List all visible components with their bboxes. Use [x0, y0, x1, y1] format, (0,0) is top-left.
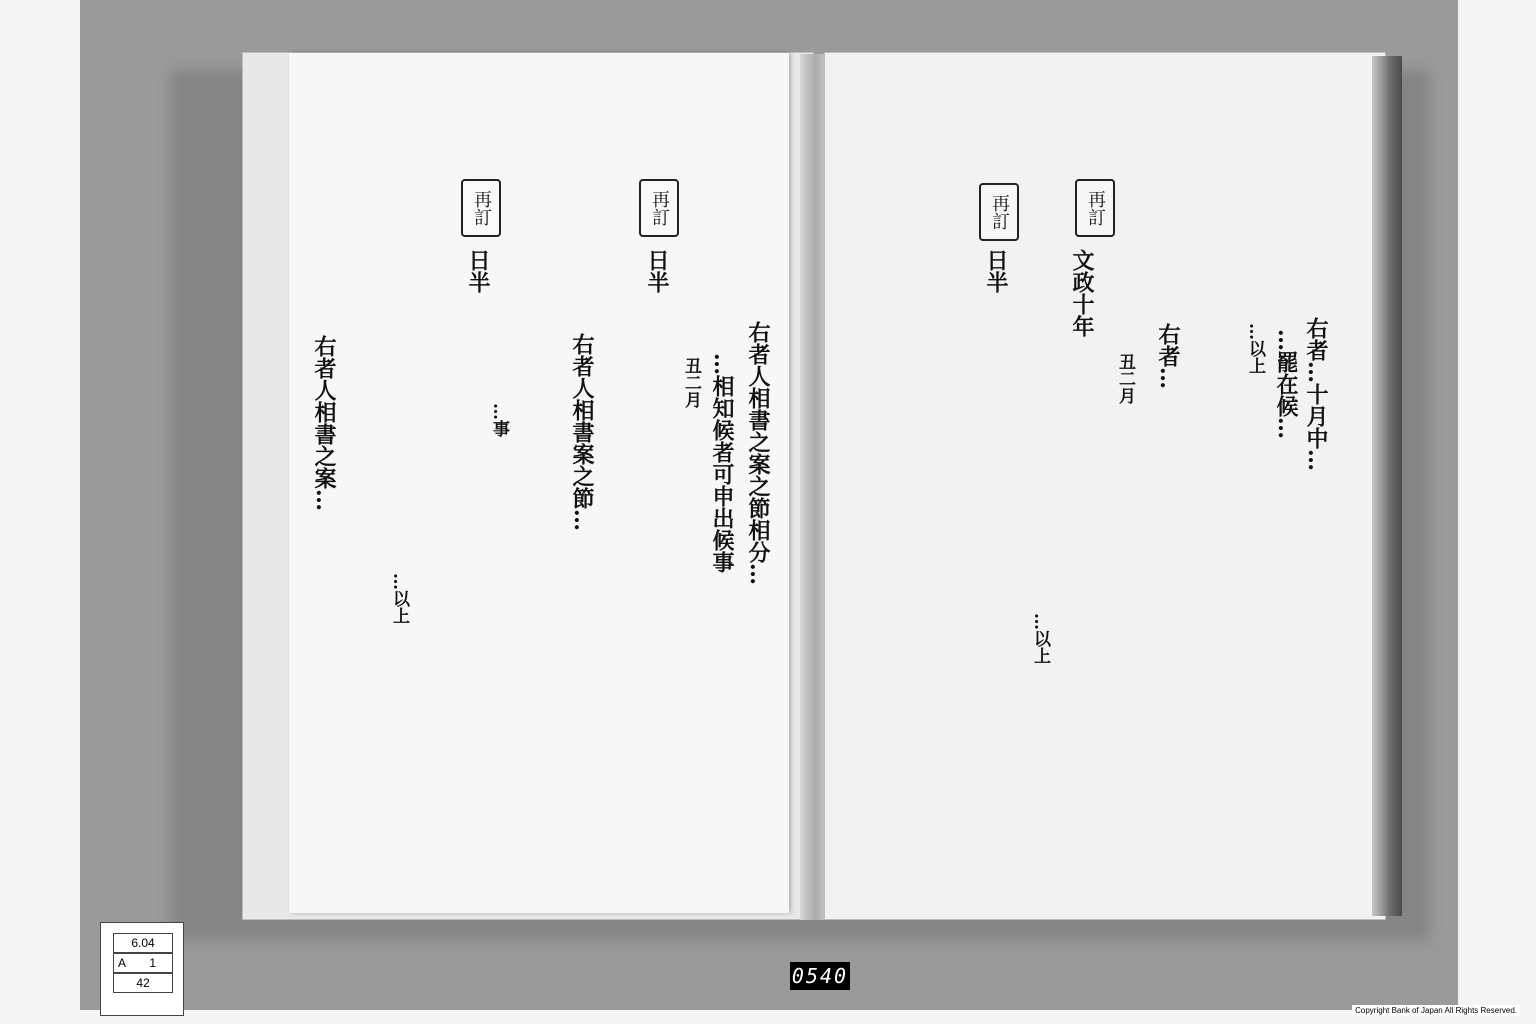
column-heading: 日半: [465, 249, 491, 293]
catalog-label-card: [100, 922, 184, 1016]
column-heading: 日半: [983, 249, 1009, 293]
text-column: 右者人相書案之節…: [569, 333, 595, 531]
label-row-2-left: A: [118, 956, 127, 970]
copyright-notice: Copyright Bank of Japan All Rights Reserved.: [1352, 1005, 1520, 1016]
reexamined-stamp: 再訂: [461, 179, 501, 237]
text-column: 右者…十月中…: [1303, 317, 1329, 471]
reexamined-stamp: 再訂: [639, 179, 679, 237]
text-column: …罷在候…: [1273, 329, 1299, 439]
text-column: …以上: [1245, 323, 1265, 374]
left-page: [289, 53, 789, 913]
column-heading: 文政十年: [1069, 249, 1095, 337]
label-row-3: 42: [113, 973, 173, 993]
reexamined-stamp: 再訂: [979, 183, 1019, 241]
left-page-cover: [242, 52, 814, 920]
page-edge-stack: [1372, 56, 1402, 916]
column-heading: 日半: [644, 249, 670, 293]
frame-number: 0540: [791, 964, 849, 988]
label-row-1: 6.04: [113, 933, 173, 953]
text-column: 右者…: [1155, 323, 1181, 389]
open-book: [242, 44, 1402, 926]
label-row-2-right: 1: [149, 956, 156, 970]
label-row-2: [113, 953, 173, 973]
right-page: [824, 52, 1386, 920]
text-column: 右者人相書之案之節相分…: [745, 321, 771, 585]
text-column: 丑二月: [681, 357, 701, 408]
text-column: …以上: [389, 573, 409, 624]
text-column: 右者人相書之案…: [311, 335, 337, 511]
text-column: …以上: [1030, 613, 1050, 664]
text-column: 丑二月: [1115, 353, 1135, 404]
text-column: …相知候者可申出候事: [709, 353, 735, 573]
reexamined-stamp: 再訂: [1075, 179, 1115, 237]
text-column: …事: [489, 403, 509, 437]
